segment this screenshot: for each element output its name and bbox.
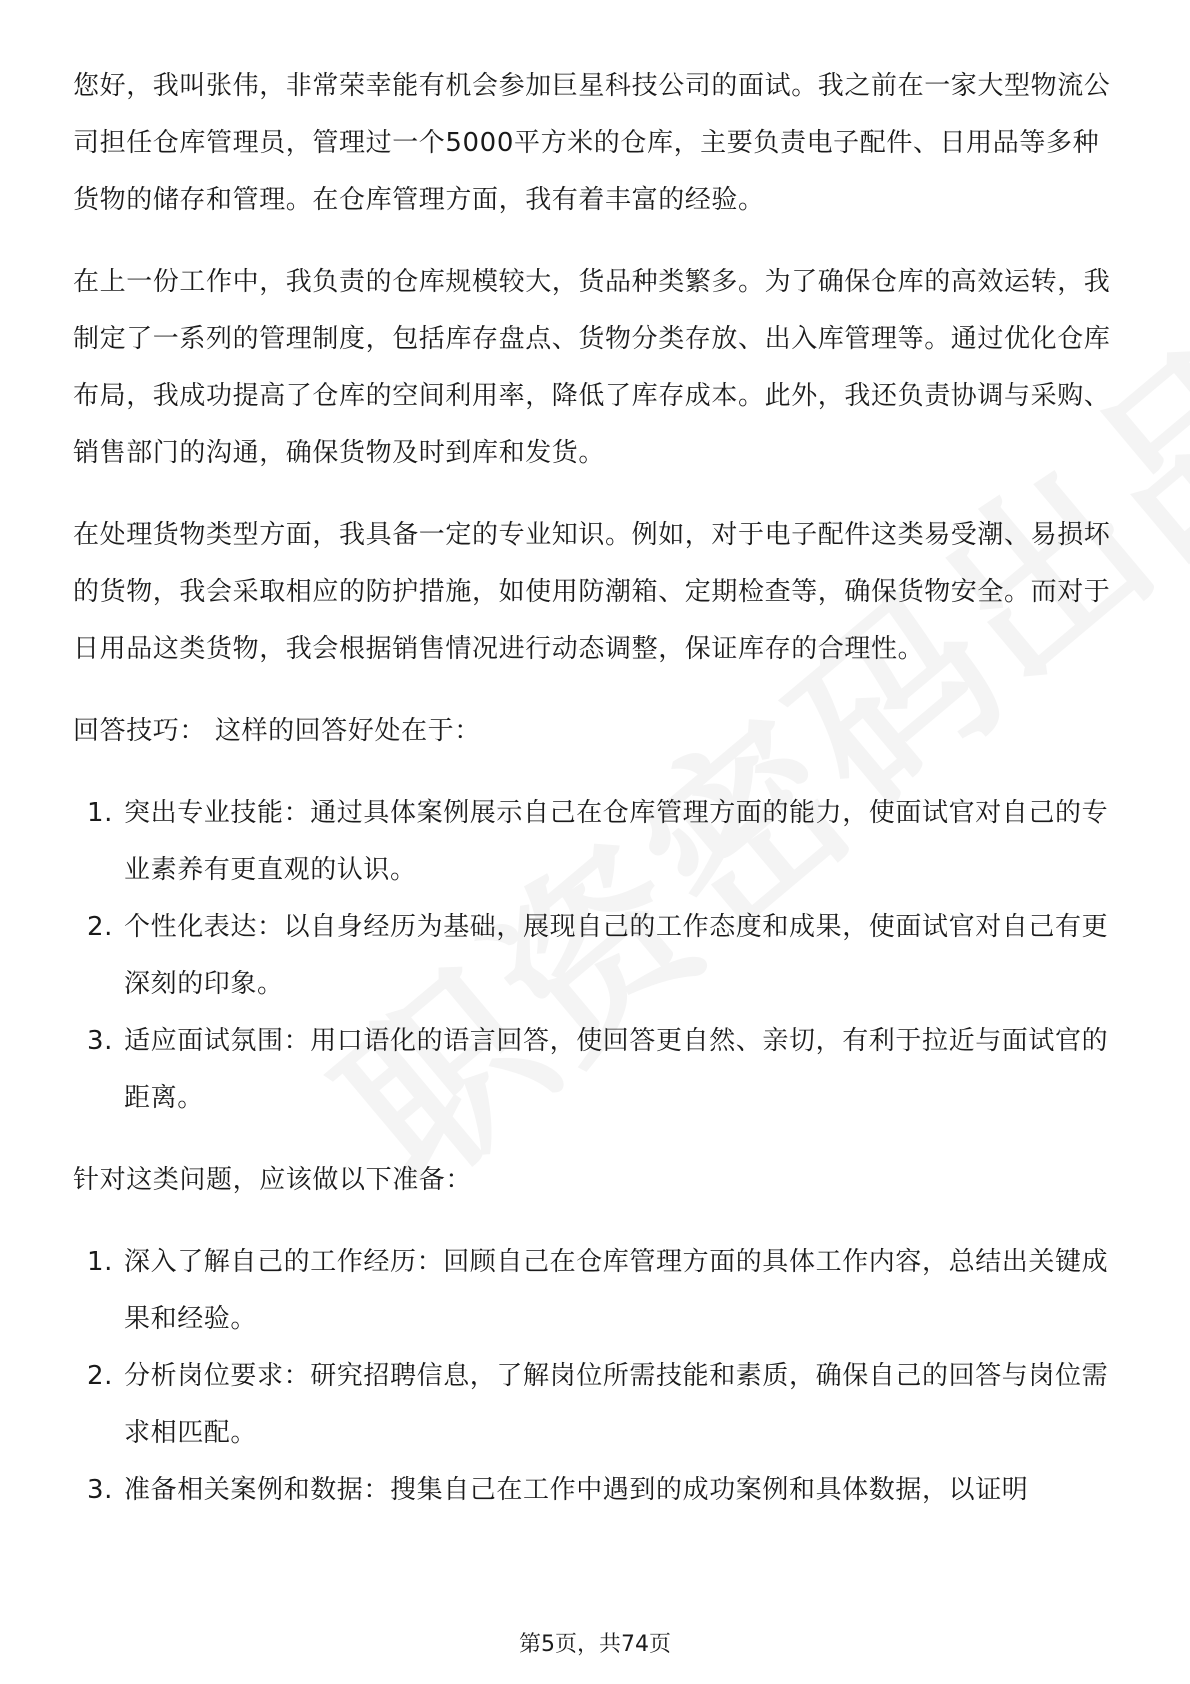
paragraph-intro: 您好，我叫张伟，非常荣幸能有机会参加巨星科技公司的面试。我之前在一家大型物流公司担任仓库管理员，管理过一个5000平方米的仓库，主要负责电子配件、日用品等多种货物的储存和管理。在仓库管理方面，我有着丰富的经验。	[73, 71, 1111, 215]
page-number-footer: 第5页，共74页	[519, 1632, 671, 1657]
prep-heading: 针对这类问题，应该做以下准备：	[73, 1165, 473, 1195]
paragraph-previous-job: 在上一份工作中，我负责的仓库规模较大，货品种类繁多。为了确保仓库的高效运转，我制定了一系列的管理制度，包括库存盘点、货物分类存放、出入库管理等。通过优化仓库布局，我成功提高了仓库的空间利用率，降低了库存成本。此外，我还负责协调与采购、销售部门的沟通，确保货物及时到库和发货。	[73, 267, 1111, 468]
list-item	[73, 1348, 1123, 1462]
list-number: 1.	[87, 1247, 114, 1277]
list-number: 3.	[87, 1026, 114, 1056]
list-item	[73, 899, 1123, 1013]
list-number: 3.	[87, 1475, 114, 1505]
list-item-text: 突出专业技能：通过具体案例展示自己在仓库管理方面的能力，使面试官对自己的专业素养有更直观的认识。	[124, 798, 1109, 885]
tips-list	[73, 785, 1123, 1127]
list-item	[73, 1234, 1123, 1348]
tips-heading: 回答技巧： 这样的回答好处在于：	[73, 716, 481, 746]
list-number: 2.	[87, 912, 114, 942]
list-item-text: 适应面试氛围：用口语化的语言回答，使回答更自然、亲切，有利于拉近与面试官的距离。	[124, 1026, 1109, 1113]
list-item-text: 分析岗位要求：研究招聘信息，了解岗位所需技能和素质，确保自己的回答与岗位需求相匹配。	[124, 1361, 1109, 1448]
list-item	[73, 1462, 1123, 1519]
list-number: 2.	[87, 1361, 114, 1391]
document-body	[73, 58, 1123, 1544]
list-item-text: 个性化表达：以自身经历为基础，展现自己的工作态度和成果，使面试官对自己有更深刻的印象。	[124, 912, 1109, 999]
list-number: 1.	[87, 798, 114, 828]
list-item	[73, 785, 1123, 899]
list-item-text: 深入了解自己的工作经历：回顾自己在仓库管理方面的具体工作内容，总结出关键成果和经验。	[124, 1247, 1109, 1334]
paragraph-goods-handling: 在处理货物类型方面，我具备一定的专业知识。例如，对于电子配件这类易受潮、易损坏的货物，我会采取相应的防护措施，如使用防潮箱、定期检查等，确保货物安全。而对于日用品这类货物，我会根据销售情况进行动态调整，保证库存的合理性。	[73, 520, 1111, 664]
list-item-text: 准备相关案例和数据：搜集自己在工作中遇到的成功案例和具体数据，以证明	[124, 1475, 1029, 1505]
prep-list	[73, 1234, 1123, 1519]
list-item	[73, 1013, 1123, 1127]
